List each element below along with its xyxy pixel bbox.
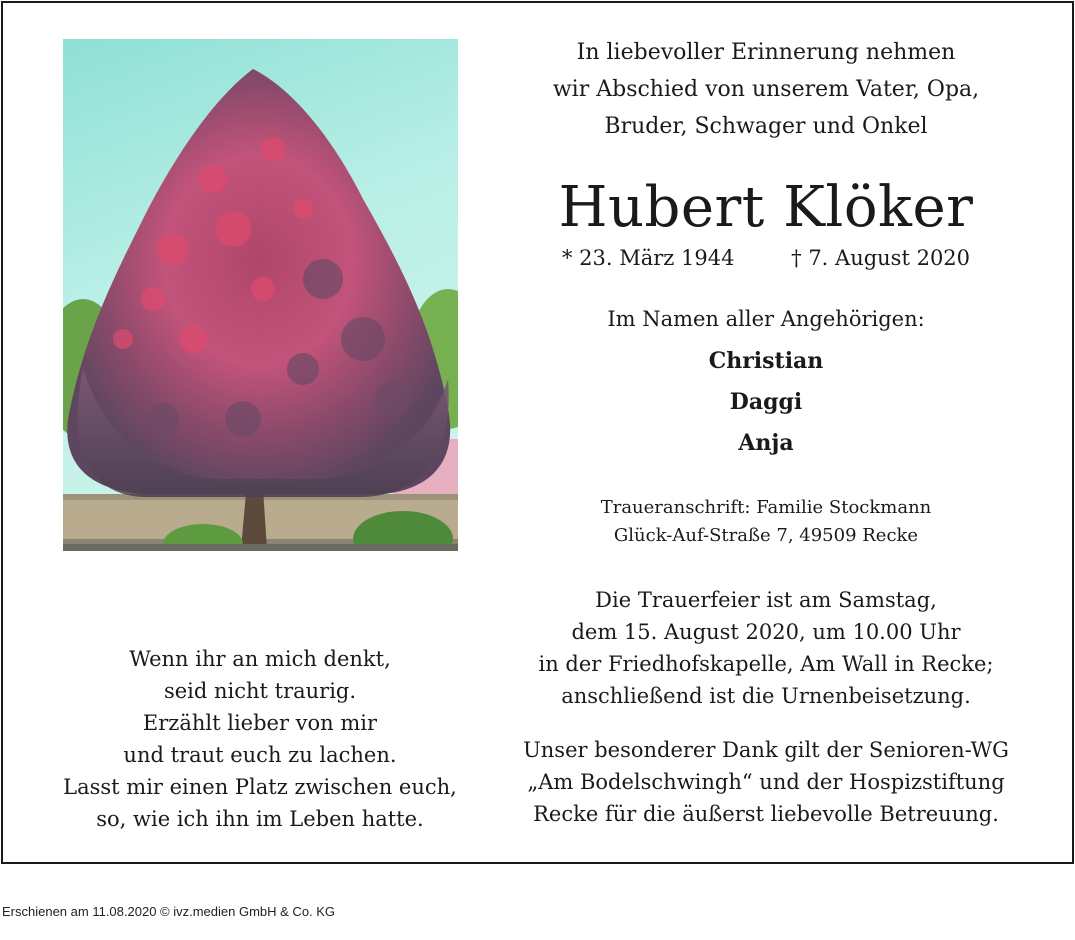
birth-date: * 23. März 1944 <box>561 246 735 270</box>
family-names <box>460 341 1072 464</box>
poem <box>40 643 480 835</box>
address-line: Traueranschrift: Familie Stockmann <box>600 497 932 518</box>
thanks-line: Unser besonderer Dank gilt der Senioren-WG <box>523 738 1009 762</box>
intro-text <box>460 34 1072 145</box>
ceremony-details <box>460 584 1072 712</box>
intro-line: wir Abschied von unserem Vater, Opa, <box>552 77 980 102</box>
thanks-line: „Am Bodelschwingh“ und der Hospizstiftung <box>527 770 1005 794</box>
intro-line: In liebevoller Erinnerung nehmen <box>576 40 956 65</box>
poem-line: Lasst mir einen Platz zwischen euch, <box>63 775 457 799</box>
tree-photo <box>63 39 458 551</box>
ceremony-line: anschließend ist die Urnenbeisetzung. <box>561 684 971 708</box>
on-behalf-line: Im Namen aller Angehörigen: <box>607 307 925 331</box>
poem-line: seid nicht traurig. <box>163 679 357 703</box>
ceremony-line: Die Trauerfeier ist am Samstag, <box>595 588 937 612</box>
family-member: Anja <box>738 430 794 456</box>
life-dates <box>460 243 1072 273</box>
family-member: Christian <box>708 348 824 374</box>
ceremony-line: in der Friedhofskapelle, Am Wall in Recke; <box>538 652 994 676</box>
thanks-line: Recke für die äußerst liebevolle Betreuung. <box>533 802 999 826</box>
poem-line: und traut euch zu lachen. <box>123 743 397 767</box>
condolence-address <box>460 494 1072 550</box>
intro-line: Bruder, Schwager und Onkel <box>604 114 928 139</box>
ceremony-line: dem 15. August 2020, um 10.00 Uhr <box>571 620 961 644</box>
address-line: Glück-Auf-Straße 7, 49509 Recke <box>613 525 919 546</box>
poem-line: so, wie ich ihn im Leben hatte. <box>96 807 424 831</box>
thanks-text <box>460 734 1072 830</box>
obituary-text-column <box>460 34 1072 830</box>
tree-illustration <box>63 39 458 551</box>
deceased-name: Hubert Klöker <box>558 175 974 240</box>
poem-line: Wenn ihr an mich denkt, <box>129 647 391 671</box>
family-member: Daggi <box>729 389 803 415</box>
death-date: † 7. August 2020 <box>791 246 971 270</box>
poem-line: Erzählt lieber von mir <box>142 711 378 735</box>
publication-footer: Erschienen am 11.08.2020 © ivz.medien GmbH & Co. KG <box>2 904 336 919</box>
